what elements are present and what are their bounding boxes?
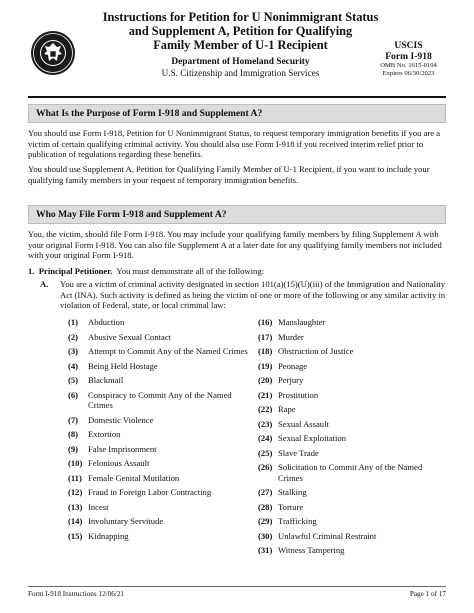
crime-number: (19) (258, 360, 273, 371)
list-item-label: Principal Petitioner. (38, 266, 113, 276)
crime-name: Obstruction of Justice (278, 346, 354, 356)
header-divider (28, 96, 446, 98)
list-item-principal-petitioner (28, 266, 264, 277)
crime-number: (12) (68, 487, 83, 497)
crime-name: Sexual Assault (278, 418, 329, 429)
crime-list-item (258, 448, 448, 459)
crime-name: Stalking (278, 487, 307, 497)
crime-name: Peonage (278, 360, 308, 371)
crime-list-item (68, 361, 258, 372)
crime-list-item (68, 473, 258, 484)
sub-item-letter: A. (40, 279, 49, 289)
crime-list-item (258, 317, 448, 328)
crime-name: Female Genital Mutilation (88, 472, 180, 483)
crime-name: Witness Tampering (278, 545, 345, 555)
crime-number: (10) (68, 458, 83, 468)
section-heading-who-may-file: Who May File Form I-918 and Supplement A? (28, 205, 446, 224)
crime-list-item (258, 516, 448, 527)
crime-list-item (68, 346, 258, 357)
crime-list-left (68, 317, 258, 541)
footer-form-edition: Form I-918 Instructions 12/06/21 (28, 590, 125, 598)
crime-name: Abduction (88, 317, 125, 327)
crime-number: (24) (258, 433, 273, 443)
crime-list-item (258, 346, 448, 357)
crime-name: Kidnapping (88, 530, 129, 541)
crime-number: (27) (258, 487, 273, 497)
crime-number: (9) (68, 443, 79, 454)
crime-list-item (68, 332, 258, 343)
crime-list-item (258, 545, 448, 556)
crime-number: (30) (258, 530, 273, 541)
crime-name: Rape (278, 404, 296, 414)
crime-name: Attempt to Commit Any of the Named Crimes (88, 346, 248, 356)
crime-number: (26) (258, 462, 273, 472)
crime-list-item (68, 516, 258, 527)
form-number: Form I-918 (385, 51, 432, 62)
crime-name: Sexual Exploitation (278, 433, 347, 443)
crime-number: (7) (68, 414, 79, 425)
crime-name: Being Held Hostage (88, 360, 158, 371)
title-block (88, 10, 393, 79)
sub-item-text: You are a victim of criminal activity designated in section 101(a)(15)(U)(iii) of the Immigration and Nationality Act (INA). Such activity is defined as being the victim of one or more of the following or any similar activity in violation of Federal, state, or local criminal law: (60, 279, 446, 310)
expiration-date: Expires 06/30/2023 (382, 70, 435, 77)
crime-number: (15) (68, 530, 83, 541)
crime-number: (29) (258, 516, 273, 526)
crime-name: Involuntary Servitude (88, 516, 164, 526)
crime-number: (4) (68, 360, 79, 371)
crime-name: Incest (88, 501, 109, 512)
crime-number: (6) (68, 389, 79, 400)
crime-number: (23) (258, 418, 273, 429)
crime-number: (21) (258, 389, 273, 400)
footer-divider (28, 586, 446, 587)
agency-name: U.S. Citizenship and Immigration Services (161, 68, 320, 78)
crime-name: False Imprisonment (88, 443, 157, 454)
crime-list-item (68, 415, 258, 426)
crime-list-item (258, 462, 448, 483)
crime-name: Murder (278, 331, 304, 342)
form-id-block (371, 40, 446, 78)
crime-number: (31) (258, 545, 273, 555)
crime-number: (13) (68, 501, 83, 512)
list-item-number: 1. (28, 266, 35, 276)
document-title-line-3: Family Member of U-1 Recipient (153, 38, 328, 52)
dhs-seal-logo (30, 30, 76, 76)
crime-number: (1) (68, 317, 79, 327)
crime-number: (20) (258, 375, 273, 385)
crime-name: Extortion (88, 429, 121, 439)
crime-name: Domestic Violence (88, 414, 154, 425)
crime-list-item (258, 332, 448, 343)
crime-name: Abusive Sexual Contact (88, 331, 172, 342)
crime-list-item (68, 502, 258, 513)
crime-list-right (258, 317, 448, 556)
crime-list-item (68, 531, 258, 542)
crime-list-item (258, 531, 448, 542)
crime-list-item (68, 458, 258, 469)
crime-number: (2) (68, 331, 79, 342)
department-name: Department of Homeland Security (171, 57, 310, 67)
page-header (28, 10, 446, 100)
section-heading-purpose: What Is the Purpose of Form I-918 and Supplement A? (28, 104, 446, 123)
crime-name: Conspiracy to Commit Any of the Named Crimes (88, 389, 232, 410)
purpose-paragraph-1: You should use Form I-918, Petition for U Nonimmigrant Status, to request temporary immigration benefits if you are a victim of certain qualifying criminal activity. You should also use Form I-918 if you received interim relief prior to publication of regulations regarding these benefits. (28, 128, 441, 159)
who-may-file-paragraph: You, the victim, should file Form I-918. You may include your qualifying family members by filing Supplement A with your original Form I-918. You can also file Supplement A at a later date for any qualifying family members not included with your original Form I-918. (28, 229, 442, 260)
crime-number: (11) (68, 472, 82, 483)
purpose-paragraph-2: You should use Supplement A, Petition for Qualifying Family Member of U-1 Recipient, if you want to include your qualifying family members in your request of temporary immigration benefits. (28, 164, 430, 185)
crime-name: Felonious Assault (88, 458, 150, 468)
crime-number: (17) (258, 331, 273, 342)
document-title-line-2: and Supplement A, Petition for Qualifying (128, 24, 353, 38)
crime-number: (28) (258, 501, 273, 512)
crime-name: Blackmail (88, 375, 124, 385)
crime-list-item (258, 404, 448, 415)
crime-list-item (68, 429, 258, 440)
crime-list-item (258, 375, 448, 386)
crime-list-item (68, 390, 258, 411)
crime-number: (25) (258, 447, 273, 458)
sub-item-a (40, 279, 446, 311)
crime-list-item (258, 433, 448, 444)
crime-name: Solicitation to Commit Any of the Named Crimes (278, 462, 423, 483)
omb-number: OMB No. 1615-0104 (380, 62, 437, 69)
crime-list-item (258, 390, 448, 401)
footer-page-number: Page 1 of 17 (409, 590, 446, 598)
crime-number: (16) (258, 317, 273, 327)
crime-number: (3) (68, 346, 79, 356)
crime-number: (5) (68, 375, 79, 385)
crime-list-item (68, 487, 258, 498)
crime-list-item (258, 361, 448, 372)
crime-name: Perjury (278, 375, 304, 385)
crime-name: Slave Trade (278, 447, 319, 458)
crime-list-item (68, 444, 258, 455)
crime-name: Torture (278, 501, 304, 512)
document-title-line-1: Instructions for Petition for U Nonimmigrant Status (102, 10, 379, 24)
crime-number: (18) (258, 346, 273, 356)
crime-list-item (258, 502, 448, 513)
crime-name: Fraud in Foreign Labor Contracting (88, 487, 212, 497)
crime-name: Manslaughter (278, 317, 326, 327)
crime-number: (14) (68, 516, 83, 526)
agency-code: USCIS (394, 40, 423, 51)
crime-list-item (258, 487, 448, 498)
crime-number: (22) (258, 404, 273, 414)
crime-list-item (68, 375, 258, 386)
crime-number: (8) (68, 429, 79, 439)
list-item-text: You must demonstrate all of the following: (116, 266, 265, 276)
crime-name: Unlawful Criminal Restraint (278, 530, 377, 541)
crime-name: Trafficking (278, 516, 317, 526)
crime-list-item (68, 317, 258, 328)
crime-name: Prostitution (278, 389, 319, 400)
crime-list-item (258, 419, 448, 430)
